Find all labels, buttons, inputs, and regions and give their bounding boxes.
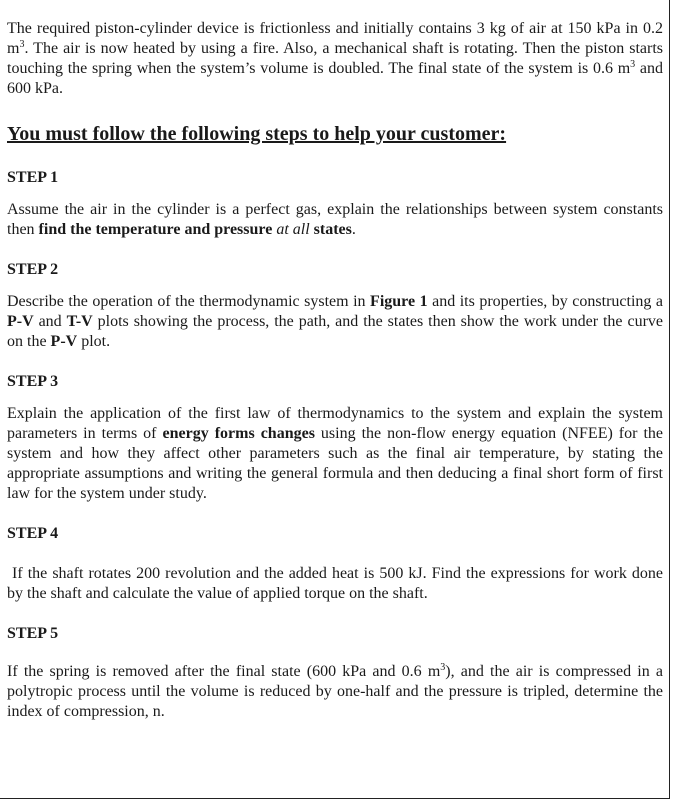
step-3-text-1: Explain the application of the first law of thermodynamics to the system and explain the system parameters in terms of xyxy=(7,405,663,442)
step-3-text-2: using the non-flow energy equation (NFEE) for the system and how they affect other parameters such as the final air temperature, by stating the appropriate assumptions and writing the general formula and then deducing a final short form of first law for the system under study. xyxy=(7,425,663,502)
step-1-text-1: Assume the air in the cylinder is a perfect gas, explain the relationships between system constants then xyxy=(7,201,663,238)
step-3 xyxy=(7,372,663,504)
step-2-text-1: Describe the operation of the thermodynamic system in xyxy=(7,293,371,310)
step-1 xyxy=(7,168,663,240)
step-5 xyxy=(7,624,663,722)
step-5-superscript: 3 xyxy=(440,662,446,673)
instructions-heading: You must follow the following steps to help your customer: xyxy=(7,123,507,145)
step-4-text-1: If the shaft rotates 200 revolution and the added heat is 500 kJ. Find the expressions for work done by the shaft and calculate the value of applied torque on the shaft. xyxy=(7,565,668,602)
step-4 xyxy=(7,524,668,604)
intro-paragraph xyxy=(7,19,663,99)
step-2-bold-2: P-V xyxy=(7,313,34,330)
step-2-text-5: plot. xyxy=(77,333,111,350)
step-1-italic-1: at all xyxy=(272,221,310,238)
intro-text-3: and 600 kPa. xyxy=(7,60,664,97)
step-1-title: STEP 1 xyxy=(7,169,59,186)
step-2-text-2: and its properties, by constructing a xyxy=(427,293,664,310)
step-5-text-2: ), and the air is compressed in a polytropic process until the volume is reduced by one-half and the pressure is tripled, determine the index of compression, n. xyxy=(7,663,663,720)
intro-text-1: The required piston-cylinder device is frictionless and initially contains 3 kg of air at 150 kPa in 0.2 m xyxy=(7,20,663,57)
step-2-text-3: and xyxy=(33,313,67,330)
step-4-text xyxy=(7,564,668,604)
intro-text-2: . The air is now heated by using a fire. Also, a mechanical shaft is rotating. Then the piston starts touching the spring when the system’s volume is doubled. The final state of the system is 0.6 m xyxy=(7,40,663,77)
step-3-title: STEP 3 xyxy=(7,373,59,390)
step-2-text-4: plots showing the process, the path, and the states then show the work under the curve on the xyxy=(7,313,663,350)
step-1-text-2: . xyxy=(351,221,356,238)
step-1-bold-2: states xyxy=(309,221,352,238)
step-1-text xyxy=(7,200,663,240)
step-3-bold-1: energy forms changes xyxy=(162,425,315,442)
step-5-text xyxy=(7,662,663,722)
step-5-title: STEP 5 xyxy=(7,625,59,642)
step-2-bold-4: P-V xyxy=(50,333,78,350)
intro-superscript-1: 3 xyxy=(19,39,25,50)
step-3-text xyxy=(7,404,663,504)
step-5-text-1: If the spring is removed after the final state (600 kPa and 0.6 m xyxy=(7,663,441,680)
step-1-bold-1: find the temperature and pressure xyxy=(38,221,273,238)
step-2-title: STEP 2 xyxy=(7,261,59,278)
step-4-title: STEP 4 xyxy=(7,525,59,542)
intro-superscript-2: 3 xyxy=(630,59,636,70)
step-2-text xyxy=(7,292,663,352)
step-2-bold-3: T-V xyxy=(66,313,93,330)
document-body xyxy=(7,19,668,742)
step-2-bold-1: Figure 1 xyxy=(370,293,428,310)
step-2 xyxy=(7,260,663,352)
